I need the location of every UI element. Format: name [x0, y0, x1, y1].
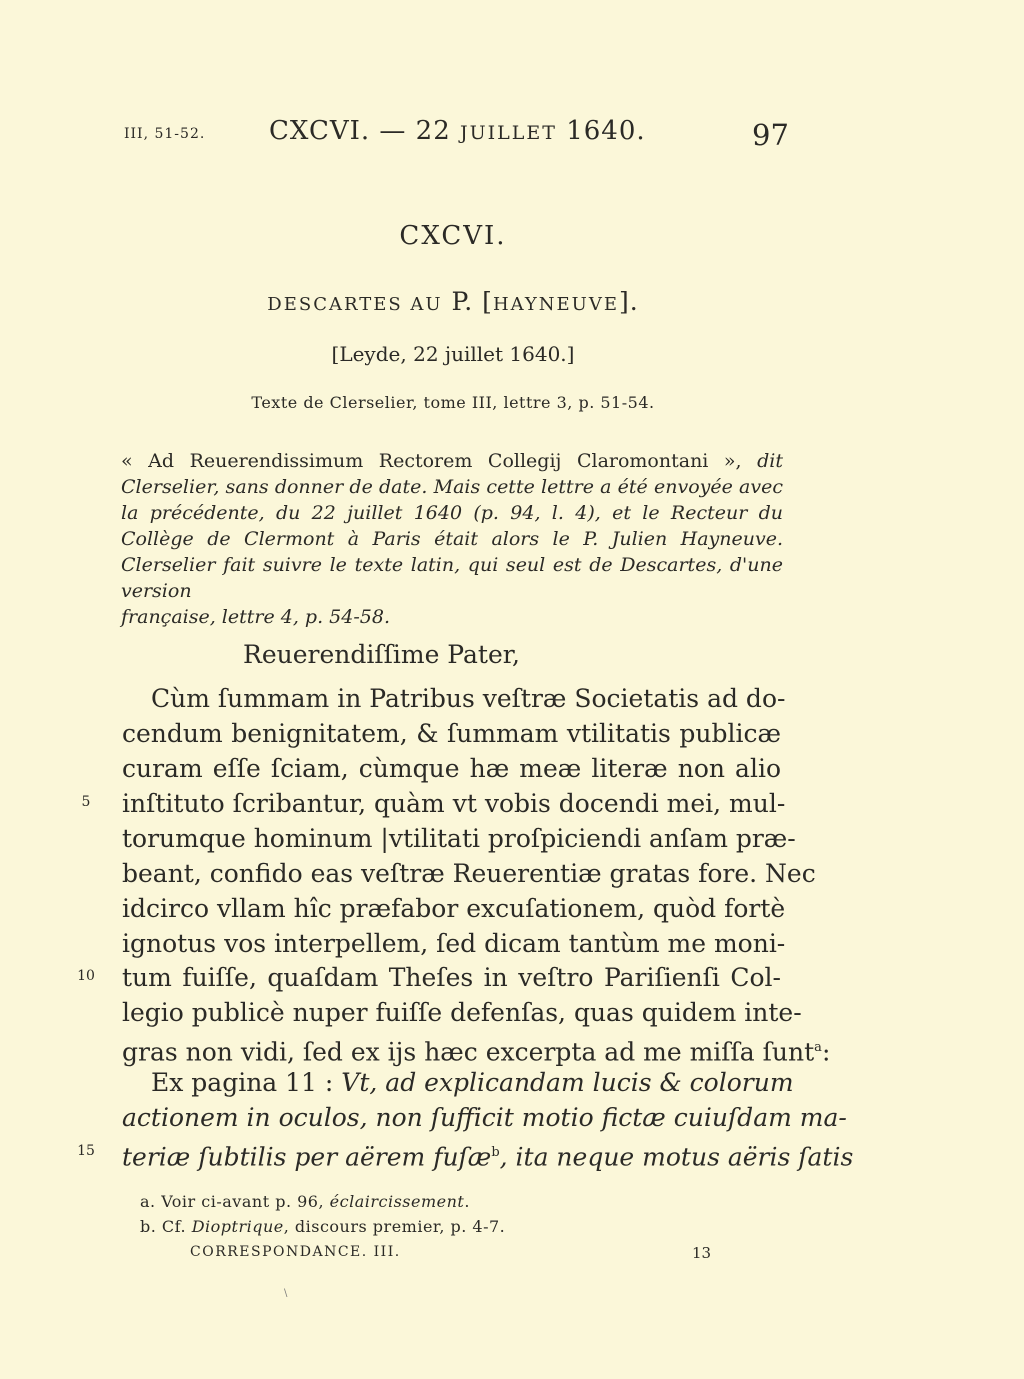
- body-line-2: cendum benignitatem, & ſummam vtilitatis publicæ: [122, 719, 781, 748]
- body-line-3: curam eſſe ſciam, cùmque hæ meæ literæ non alio: [122, 754, 781, 783]
- running-header-reference: III, 51-52.: [124, 126, 206, 142]
- editor-note: [121, 448, 783, 630]
- signature: CORRESPONDANCE. III.: [190, 1244, 401, 1260]
- footnote-ref-a: a: [814, 1040, 822, 1055]
- editor-note-text: dit Clerselier, sans donner de date. Mais cette lettre a été envoyée avec la précédente, du 22 juillet 1640 (p. 94, l. 4), et le Recteur du Collège de Clermont à Paris était alors le P. Julien Hayneuve. Clerselier fait suivre le texte latin, qui seul est de Descartes, d'une version: [121, 450, 783, 602]
- ink-speck: \: [284, 1288, 288, 1299]
- footnote-b-tail: , discours premier, p. 4-7.: [283, 1217, 506, 1236]
- body-line-6: beant, confido eas veſtræ Reuerentiæ gratas fore. Nec: [122, 859, 816, 888]
- letter-title-end: ].: [619, 287, 639, 316]
- excerpt-line-1-italic: Vt, ad explicandam lucis & colorum: [341, 1068, 794, 1097]
- running-header-month: JUILLET: [460, 122, 557, 144]
- excerpt-line-1: [122, 1065, 794, 1100]
- body-line-7: idcirco vllam hîc præfabor excuſationem, quòd fortè: [122, 894, 786, 923]
- body-line-11-colon: :: [821, 1037, 831, 1067]
- excerpt-line-2: [122, 1100, 847, 1135]
- footnote-a-label: a. Voir ci-avant p. 96,: [140, 1192, 330, 1211]
- page-number: 97: [752, 118, 789, 152]
- letter-title-recipient: HAYNEUVE: [492, 294, 619, 315]
- body-line-11: [122, 1030, 831, 1069]
- body-line-10: legio publicè nuper fuiſſe defenſas, quas quidem inte-: [122, 998, 802, 1027]
- place-date: [Leyde, 22 juillet 1640.]: [331, 342, 575, 366]
- footnote-a-italic: éclaircissement: [329, 1192, 465, 1211]
- line-number-10: 10: [77, 968, 95, 984]
- line-number-15: 15: [77, 1143, 95, 1159]
- editor-note-quote: « Ad Reuerendissimum Rectorem Collegij Claromontani »,: [121, 450, 742, 472]
- body-line-8: ignotus vos interpellem, ſed dicam tantùm me moni-: [122, 929, 786, 958]
- excerpt-lead: Ex pagina 11 :: [151, 1068, 342, 1097]
- excerpt-line-3-italic: teriæ ſubtilis per aërem fuſæ: [122, 1142, 492, 1172]
- footnote-a-tail: .: [464, 1192, 470, 1211]
- running-header-year: 1640.: [556, 116, 646, 146]
- running-header-title: [269, 116, 646, 146]
- excerpt-line-3: [122, 1135, 854, 1174]
- footnote-b-label: b. Cf.: [140, 1217, 192, 1236]
- excerpt-line-3-rest: , ita neque motus aëris ſatis: [499, 1142, 854, 1172]
- body-line-1: Cùm ſummam in Patribus veſtræ Societatis ad do-: [151, 684, 786, 713]
- letter-title-author: DESCARTES AU: [267, 294, 443, 315]
- body-line-4: inſtituto ſcribantur, quàm vt vobis docendi mei, mul-: [122, 789, 786, 818]
- source-note: Texte de Clerselier, tome III, lettre 3, p. 51-54.: [251, 393, 655, 412]
- editor-note-last-line: française, lettre 4, p. 54-58.: [121, 606, 390, 628]
- excerpt-line-2-italic: actionem in oculos, non ſufficit motio fictæ cuiuſdam ma-: [122, 1103, 847, 1132]
- footnote-a: [140, 1192, 470, 1211]
- footnote-ref-b: b: [491, 1145, 500, 1160]
- letter-title-mid: P. [: [442, 287, 493, 316]
- salutation: Reuerendiſſime Pater,: [243, 640, 520, 669]
- letter-title: [0, 287, 906, 316]
- running-header-number: CXCVI. — 22: [269, 116, 461, 146]
- line-number-5: 5: [81, 794, 91, 810]
- footnote-b: [140, 1217, 505, 1236]
- body-line-11-text: gras non vidi, ſed ex ijs hæc excerpta ad me miſſa ſunt: [122, 1037, 815, 1067]
- body-line-5: torumque hominum |vtilitati proſpiciendi anſam præ-: [122, 824, 796, 853]
- letter-number: CXCVI.: [399, 221, 507, 251]
- signature-mark: 13: [692, 1244, 712, 1262]
- body-line-9: tum fuiſſe, quaſdam Theſes in veſtro Pariſienſi Col-: [122, 963, 781, 992]
- footnote-b-italic: Dioptrique: [191, 1217, 284, 1236]
